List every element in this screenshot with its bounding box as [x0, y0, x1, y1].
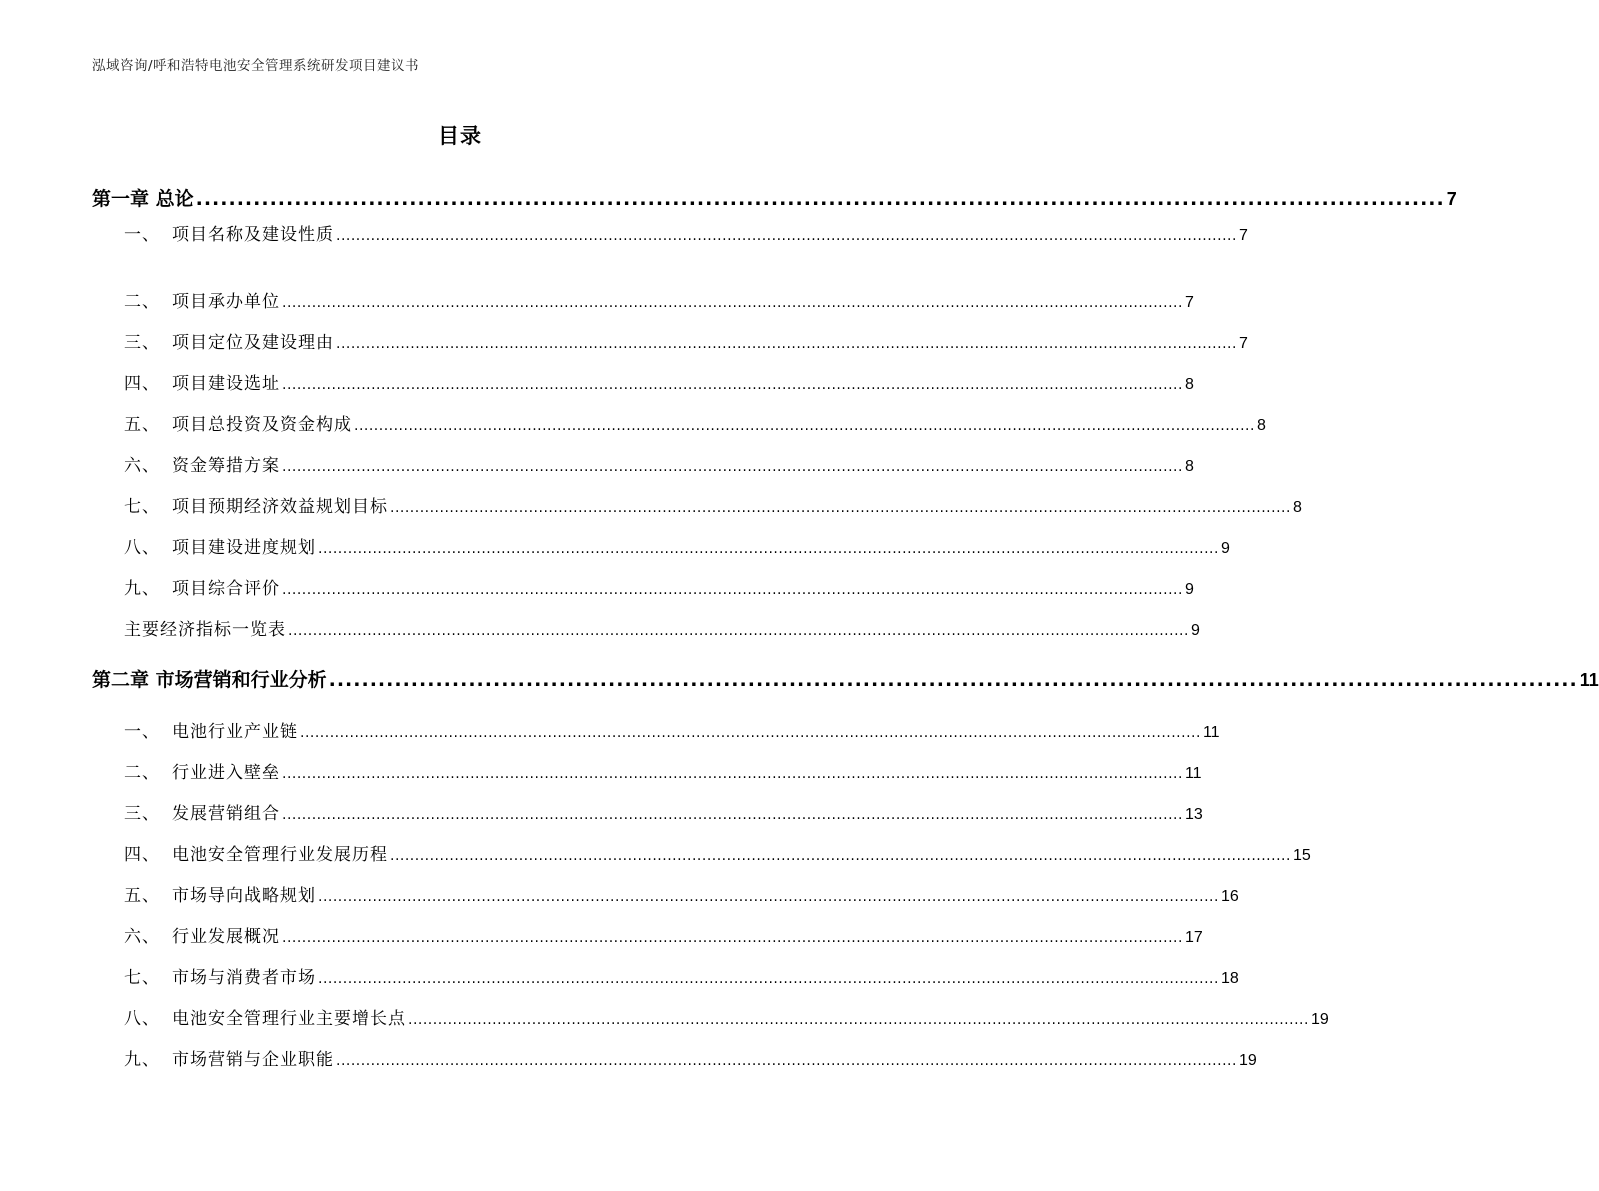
toc-leader-dots: ........................................................................................................................................................	[195, 188, 1445, 210]
toc-entry-label: 项目定位及建设理由	[172, 333, 334, 353]
toc-entry-number: 六、	[124, 456, 160, 476]
toc-chapter-1[interactable]	[92, 184, 1457, 211]
toc-leader-dots: ......................................................................................................................................................................................	[282, 295, 1183, 311]
toc-leader-dots: ......................................................................................................................................................................................	[288, 623, 1189, 639]
toc-entry-label: 发展营销组合	[172, 804, 280, 824]
toc-entry-number: 二、	[124, 292, 160, 312]
toc-entry-number: 三、	[124, 804, 160, 824]
toc-leader-dots: ......................................................................................................................................................................................	[282, 766, 1183, 782]
toc-leader-dots: ......................................................................................................................................................................................	[408, 1012, 1309, 1028]
toc-entry[interactable]	[92, 369, 1194, 394]
toc-page-number: 13	[1184, 806, 1203, 823]
toc-leader-dots: ......................................................................................................................................................................................	[354, 418, 1255, 434]
toc-page-number: 19	[1238, 1052, 1257, 1069]
toc-entry-number: 三、	[124, 333, 160, 353]
toc-entry-label: 主要经济指标一览表	[124, 620, 286, 640]
toc-leader-dots: ......................................................................................................................................................................................	[282, 459, 1183, 475]
toc-entry-number: 四、	[124, 374, 160, 394]
toc-entry-number: 六、	[124, 927, 160, 947]
toc-page-number: 15	[1292, 847, 1311, 864]
toc-page-number: 7	[1238, 227, 1248, 244]
toc-entry-label: 行业发展概况	[172, 927, 280, 947]
toc-page-number: 7	[1184, 294, 1194, 311]
toc-entry-label: 项目建设选址	[172, 374, 280, 394]
toc-entry[interactable]	[92, 328, 1248, 353]
toc-entry[interactable]	[92, 840, 1311, 865]
toc-chapter-2[interactable]	[92, 665, 1599, 692]
toc-page-number: 9	[1220, 540, 1230, 557]
toc-entry[interactable]	[92, 1004, 1329, 1029]
toc-entry-number: 一、	[124, 225, 160, 245]
page-title: 目录	[438, 124, 482, 148]
toc-entry-number: 八、	[124, 538, 160, 558]
toc-entry-number: 九、	[124, 1050, 160, 1070]
toc-page-number: 8	[1184, 458, 1194, 475]
toc-leader-dots: ......................................................................................................................................................................................	[282, 377, 1183, 393]
toc-entry-label: 项目名称及建设性质	[172, 225, 334, 245]
toc-leader-dots: ......................................................................................................................................................................................	[282, 807, 1183, 823]
toc-leader-dots: ......................................................................................................................................................................................	[318, 971, 1219, 987]
toc-entry-label: 项目预期经济效益规划目标	[172, 497, 388, 517]
toc-entry[interactable]	[92, 922, 1203, 947]
toc-page-number: 7	[1238, 335, 1248, 352]
toc-page-number: 8	[1292, 499, 1302, 516]
toc-leader-dots: ......................................................................................................................................................................................	[282, 930, 1183, 946]
toc-entry-number: 八、	[124, 1009, 160, 1029]
toc-entry-label: 项目综合评价	[172, 579, 280, 599]
toc-entry-label: 项目承办单位	[172, 292, 280, 312]
toc-entry-label: 项目总投资及资金构成	[172, 415, 352, 435]
toc-leader-dots: ......................................................................................................................................................................................	[336, 336, 1237, 352]
toc-page-number: 9	[1190, 622, 1200, 639]
toc-entry[interactable]	[92, 451, 1194, 476]
toc-entry-number: 二、	[124, 763, 160, 783]
toc-leader-dots: ......................................................................................................................................................................................	[318, 889, 1219, 905]
toc-entry-label: 电池安全管理行业发展历程	[172, 845, 388, 865]
toc-entry-number: 四、	[124, 845, 160, 865]
toc-entry[interactable]	[92, 717, 1220, 742]
toc-entry-label: 资金筹措方案	[172, 456, 280, 476]
toc-entry[interactable]	[92, 881, 1239, 906]
toc-leader-dots: ........................................................................................................................................................	[328, 669, 1578, 691]
toc-entry[interactable]	[92, 799, 1203, 824]
toc-entry-label: 市场导向战略规划	[172, 886, 316, 906]
toc-entry[interactable]	[92, 287, 1194, 312]
toc-leader-dots: ......................................................................................................................................................................................	[390, 500, 1291, 516]
toc-entry-number: 七、	[124, 968, 160, 988]
toc-entry[interactable]	[92, 574, 1194, 599]
toc-chapter-label: 第二章 市场营销和行业分析	[92, 669, 327, 691]
toc-entry-label: 行业进入壁垒	[172, 763, 280, 783]
toc-entry-number: 五、	[124, 886, 160, 906]
toc-page-number: 9	[1184, 581, 1194, 598]
toc-leader-dots: ......................................................................................................................................................................................	[282, 582, 1183, 598]
toc-page-number: 11	[1184, 765, 1202, 782]
toc-entry[interactable]	[92, 1045, 1257, 1070]
toc-entry[interactable]	[92, 410, 1266, 435]
toc-page-number: 17	[1184, 929, 1203, 946]
toc-entry-label: 市场与消费者市场	[172, 968, 316, 988]
toc-chapter-label: 第一章 总论	[92, 188, 194, 210]
toc-entry[interactable]	[92, 615, 1200, 640]
toc-entry-label: 电池安全管理行业主要增长点	[172, 1009, 406, 1029]
toc-page-number: 8	[1256, 417, 1266, 434]
toc-page-number: 11	[1202, 724, 1220, 741]
toc-entry-number: 七、	[124, 497, 160, 517]
toc-entry-number: 一、	[124, 722, 160, 742]
toc-entry-label: 项目建设进度规划	[172, 538, 316, 558]
toc-page-number: 8	[1184, 376, 1194, 393]
toc-page-number: 18	[1220, 970, 1239, 987]
toc-page-number: 11	[1579, 670, 1599, 690]
toc-entry-number: 九、	[124, 579, 160, 599]
toc-entry[interactable]	[92, 963, 1239, 988]
toc-page-number: 16	[1220, 888, 1239, 905]
toc-entry-label: 电池行业产业链	[172, 722, 298, 742]
toc-leader-dots: ......................................................................................................................................................................................	[300, 725, 1201, 741]
toc-page-number: 7	[1446, 189, 1457, 209]
toc-entry[interactable]	[92, 492, 1302, 517]
running-header: 泓域咨询/呼和浩特电池安全管理系统研发项目建议书	[92, 58, 420, 74]
toc-entry[interactable]	[92, 220, 1248, 245]
toc-leader-dots: ......................................................................................................................................................................................	[336, 228, 1237, 244]
toc-leader-dots: ......................................................................................................................................................................................	[390, 848, 1291, 864]
toc-entry[interactable]	[92, 533, 1230, 558]
toc-leader-dots: ......................................................................................................................................................................................	[336, 1053, 1237, 1069]
toc-entry[interactable]	[92, 758, 1202, 783]
toc-entry-label: 市场营销与企业职能	[172, 1050, 334, 1070]
toc-leader-dots: ......................................................................................................................................................................................	[318, 541, 1219, 557]
toc-entry-number: 五、	[124, 415, 160, 435]
toc-page-number: 19	[1310, 1011, 1329, 1028]
